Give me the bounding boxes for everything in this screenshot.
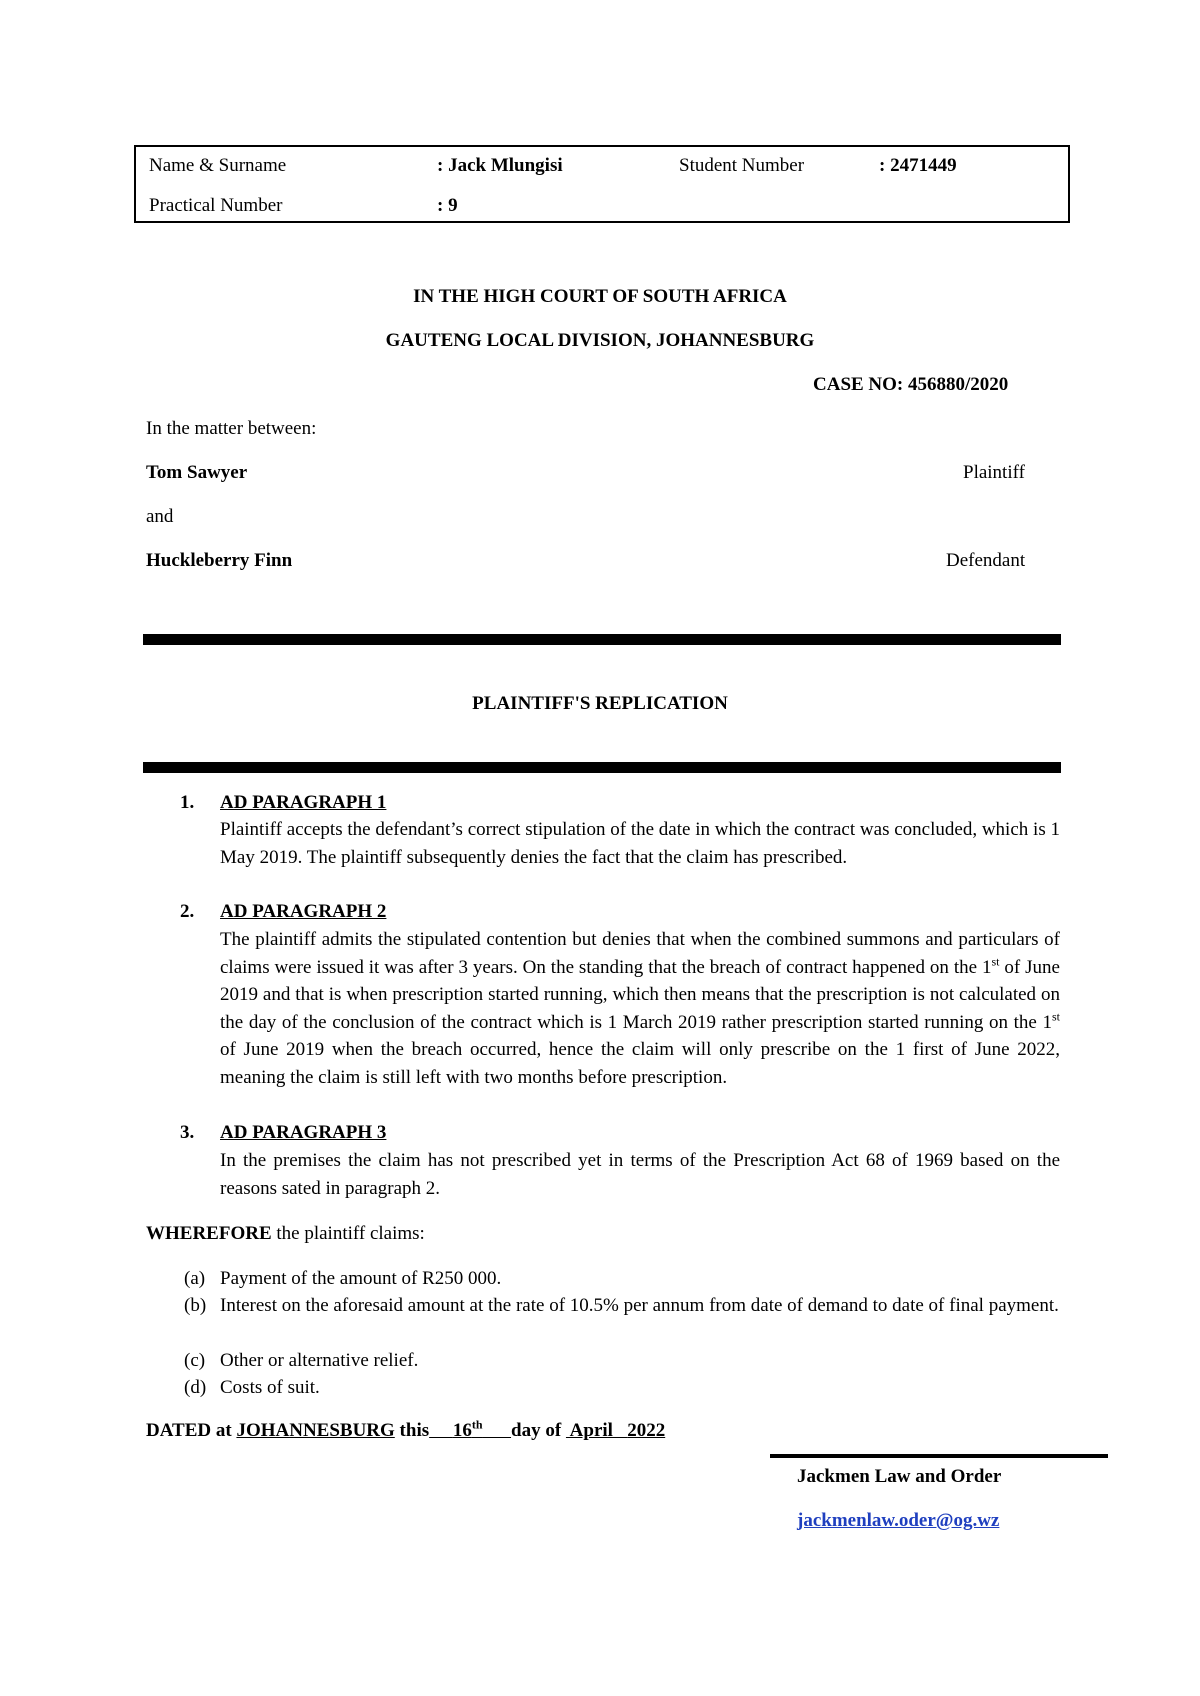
dated-year: 2022 — [627, 1420, 666, 1441]
parties-and: and — [146, 506, 174, 527]
dated-day-of: day of — [511, 1420, 566, 1441]
paragraph-text-part: The plaintiff admits the stipulated contention but denies that when the combined summons and particulars of claims were issued it was after 3 years. On the standing that the breach of contract happened on the 1 — [220, 929, 1060, 978]
name-value: : Jack Mlungisi — [437, 155, 563, 176]
dated-day — [429, 1417, 511, 1441]
defendant-role: Defendant — [946, 550, 1026, 571]
paragraph-number: 2. — [180, 901, 195, 922]
court-name: IN THE HIGH COURT OF SOUTH AFRICA — [413, 286, 787, 307]
relief-text: Other or alternative relief. — [220, 1350, 419, 1371]
matter-intro: In the matter between: — [146, 418, 317, 439]
day-blank — [429, 1420, 453, 1441]
day-number: 16 — [452, 1420, 472, 1441]
paragraph-heading: AD PARAGRAPH 3 — [220, 1122, 387, 1143]
paragraph-text-part: of June 2019 and that is when prescription started running, which then means that the prescription is not calculated on the day of the conclusion of the contract which is 1 March 2019 rather prescription started running on the 1 — [220, 956, 1060, 1033]
wherefore-line — [146, 1223, 425, 1245]
student-info-box — [134, 145, 1070, 223]
court-division: GAUTENG LOCAL DIVISION, JOHANNESBURG — [385, 330, 815, 351]
dated-line — [146, 1417, 666, 1442]
day-blank — [483, 1420, 512, 1441]
paragraph-number: 1. — [180, 792, 195, 813]
paragraph-text — [220, 926, 1060, 1091]
paragraph-text-part: of June 2019 when the breach occurred, hence the claim will only prescribe on the 1 first of June 2022, meaning the claim is still left with two months before prescription. — [220, 1039, 1060, 1088]
signature-line — [770, 1454, 1108, 1458]
dated-prefix: DATED at — [146, 1420, 237, 1441]
firm-name: Jackmen Law and Order — [797, 1466, 1002, 1487]
practical-value: : 9 — [437, 195, 458, 216]
paragraph-heading: AD PARAGRAPH 2 — [220, 901, 387, 922]
paragraph-number: 3. — [180, 1122, 195, 1143]
paragraph-text: Plaintiff accepts the defendant’s correct stipulation of the date in which the contract was concluded, which is 1 May 2019. The plaintiff subsequently denies the fact that the claim has prescribed. — [220, 819, 1060, 868]
relief-label: (d) — [184, 1377, 207, 1398]
plaintiff-name: Tom Sawyer — [146, 462, 248, 483]
dated-month: April — [565, 1420, 628, 1441]
firm-email-link[interactable] — [797, 1510, 999, 1532]
top-divider — [143, 634, 1061, 645]
relief-label: (a) — [184, 1268, 206, 1289]
day-suffix: th — [471, 1417, 483, 1432]
practical-label: Practical Number — [149, 195, 283, 216]
wherefore-text: the plaintiff claims: — [271, 1223, 425, 1244]
paragraph-heading: AD PARAGRAPH 1 — [220, 792, 387, 813]
relief-label: (c) — [184, 1350, 206, 1371]
firm-email[interactable]: jackmenlaw.oder@og.wz — [797, 1510, 1000, 1531]
wherefore-keyword: WHEREFORE — [146, 1223, 272, 1244]
dated-place: JOHANNESBURG — [236, 1420, 395, 1441]
student-number-value: : 2471449 — [879, 155, 957, 176]
plaintiff-role: Plaintiff — [963, 462, 1025, 483]
case-number: CASE NO: 456880/2020 — [813, 374, 1009, 395]
dated-this: this — [394, 1420, 430, 1441]
paragraph-text: In the premises the claim has not prescribed yet in terms of the Prescription Act 68 of 1969 based on the reasons sated in paragraph 2. — [220, 1150, 1060, 1199]
defendant-name: Huckleberry Finn — [146, 550, 293, 571]
ordinal-suffix: st — [991, 954, 1000, 969]
name-label: Name & Surname — [149, 155, 287, 176]
student-number-label: Student Number — [679, 155, 805, 176]
relief-text: Payment of the amount of R250 000. — [220, 1268, 502, 1289]
relief-text: Interest on the aforesaid amount at the rate of 10.5% per annum from date of demand to date of final payment. — [220, 1295, 1059, 1316]
bottom-divider — [143, 762, 1061, 773]
document-title: PLAINTIFF'S REPLICATION — [472, 693, 728, 714]
relief-text: Costs of suit. — [220, 1377, 320, 1398]
ordinal-suffix: st — [1051, 1009, 1060, 1024]
relief-label: (b) — [184, 1295, 207, 1316]
